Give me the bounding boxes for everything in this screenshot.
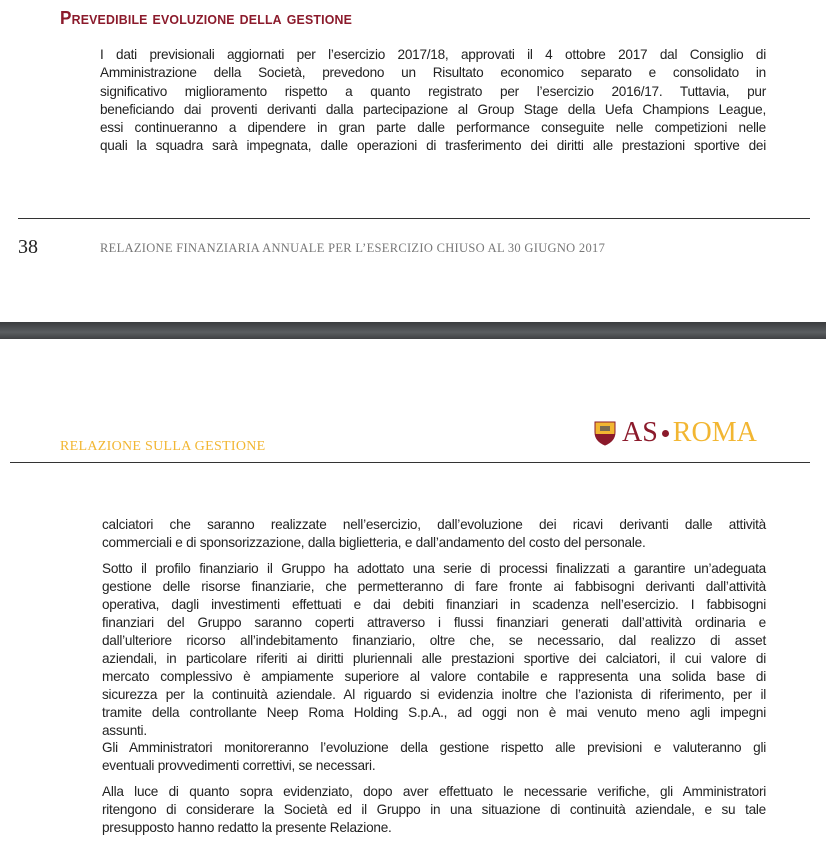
text-line: quali la squadra sarà impegnata, dalle operazioni di trasferimento dei diritti alle prestazioni sportive dei	[100, 138, 766, 153]
text-line: Sotto il profilo finanziario il Gruppo ha adottato una serie di processi finalizzati a garantire un’adeguata	[102, 561, 766, 576]
as-roma-logo	[594, 418, 757, 448]
page-footer: RELAZIONE FINANZIARIA ANNUALE PER L’ESERCIZIO CHIUSO AL 30 GIUGNO 2017	[100, 241, 606, 255]
text-line: assunti.	[102, 723, 147, 738]
text-line: ritengono di considerare la Società ed il Gruppo in una situazione di continuità aziendale, e su tale	[102, 802, 766, 817]
logo-as: AS	[622, 417, 658, 448]
text-line: beneficiando dai proventi derivanti dalla partecipazione al Group Stage della Uefa Champions League,	[100, 102, 766, 117]
text-line: Amministrazione della Società, prevedono un Risultato economico separato e consolidato in	[100, 65, 766, 80]
logo-roma: ROMA	[672, 417, 757, 448]
text-line: I dati previsionali aggiornati per l’esercizio 2017/18, approvati il 4 ottobre 2017 dal Consiglio di	[100, 47, 766, 62]
text-line: dall’ulteriore ricorso all’indebitamento finanziario, oltre che, se necessario, dal realizzo di asset	[102, 633, 766, 648]
logo-dot	[662, 430, 669, 437]
roma-crest-icon	[594, 420, 616, 446]
text-line: gestione delle risorse finanziarie, che permetteranno di fare fronte ai fabbisogni derivanti dall’attività	[102, 579, 766, 594]
page-number: 38	[18, 236, 38, 258]
text-line: mercato complessivo è ampiamente superiore al valore contabile e rappresenta una solida base di	[102, 669, 766, 684]
text-line: tramite della controllante Neep Roma Holding S.p.A., ad oggi non è mai venuto meno agli impegni	[102, 705, 766, 720]
text-line: presupposto hanno redatto la presente Relazione.	[102, 820, 392, 835]
text-line: aziendali, in particolare riferiti ai diritti pluriennali alle prestazioni sportive dei calciatori, il cui valore di	[102, 651, 766, 666]
page-separator	[0, 322, 826, 339]
header-divider	[10, 462, 810, 463]
text-line: essi continueranno a dipendere in gran parte dalle performance conseguite nelle competizioni nelle	[100, 120, 766, 135]
text-line: significativo miglioramento rispetto a quanto registrato per l’esercizio 2016/17. Tuttavia, pur	[100, 84, 766, 99]
text-line: commerciali e di sponsorizzazione, dalla biglietteria, e dall’andamento del costo del personale.	[102, 535, 646, 550]
text-line: finanziari del Gruppo saranno coperti attraverso i flussi finanziari generati dall’attività ordinaria e	[102, 615, 766, 630]
section-header: RELAZIONE SULLA GESTIONE	[60, 439, 266, 454]
text-line: Gli Amministratori monitoreranno l’evoluzione della gestione rispetto alle previsioni e valuteranno gli	[102, 740, 766, 755]
section-title: Prevedibile evoluzione della gestione	[60, 8, 353, 28]
text-line: sicurezza per la continuità aziendale. Al riguardo si evidenzia inoltre che l’azionista di riferimento, per il	[102, 687, 766, 702]
text-line: Alla luce di quanto sopra evidenziato, dopo aver effettuato le necessarie verifiche, gli Amministratori	[102, 784, 766, 799]
text-line: calciatori che saranno realizzate nell’esercizio, dall’evoluzione dei ricavi derivanti dalle attività	[102, 517, 766, 532]
footer-divider	[18, 218, 810, 219]
text-line: operativa, dagli investimenti effettuati e dai debiti finanziari in scadenza nell’esercizio. I fabbisogni	[102, 597, 766, 612]
text-line: eventuali provvedimenti correttivi, se necessari.	[102, 758, 376, 773]
